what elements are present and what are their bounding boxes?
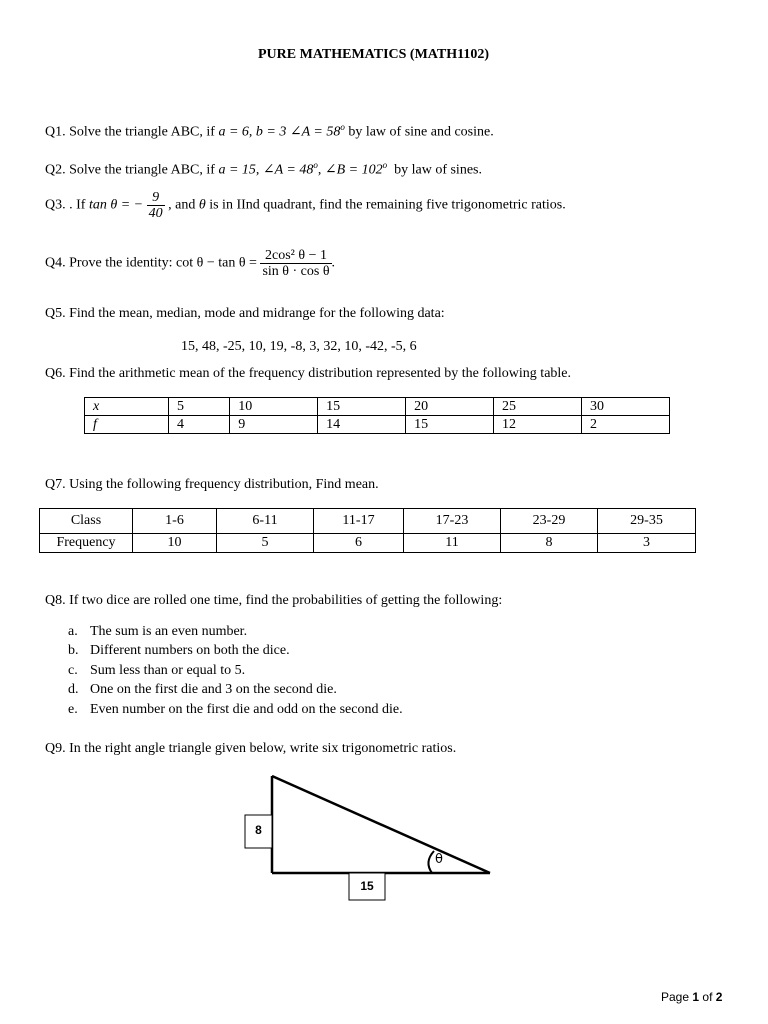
q4-denominator: sin θ · cos θ <box>262 264 330 279</box>
q6-x-cell: 5 <box>169 398 230 416</box>
q2-degree-b: o <box>382 160 388 170</box>
list-marker: c. <box>68 663 78 678</box>
q3-numerator: 9 <box>147 190 165 206</box>
q2-angle-a: ∠A = 48 <box>262 162 314 178</box>
list-item-text: One on the first die and 3 on the second die. <box>90 682 337 697</box>
q7-class-cell: 29-35 <box>598 509 696 534</box>
q7-frequency-cell: 8 <box>501 534 598 553</box>
q7-class-header: Class <box>40 509 133 534</box>
q2-a-equation: a = 15 <box>218 162 256 178</box>
height-label: 8 <box>255 823 262 837</box>
triangle-hypotenuse <box>272 776 490 873</box>
q6-x-cell: 30 <box>582 398 670 416</box>
q4-end: . <box>331 255 336 271</box>
triangle-figure <box>272 776 490 873</box>
question-1: Q1. Solve the triangle ABC, if a = 6, b = 3 ∠A = $58^o$ by law of sine and cosine. <box>45 122 494 140</box>
current-page: 1 <box>692 990 700 1004</box>
list-marker: b. <box>68 643 79 658</box>
q2-tail: by law of sines. <box>394 162 482 178</box>
q7-class-cell: 23-29 <box>501 509 598 534</box>
question-8: Q8. If two dice are rolled one time, find the probabilities of getting the following: <box>45 593 503 608</box>
q6-x-cell: 10 <box>230 398 318 416</box>
q4-lhs: cot θ − tan θ = <box>176 255 257 271</box>
q2-degree-a: o <box>313 160 318 170</box>
angle-arc <box>428 851 434 873</box>
list-item-text: The sum is an even number. <box>90 624 248 639</box>
q1-b-equation: b = 3 <box>255 124 287 140</box>
q6-f-header: f <box>85 416 169 434</box>
list-item-text: Sum less than or equal to 5. <box>90 663 246 678</box>
page-number <box>661 990 722 1004</box>
q7-frequency-cell: 11 <box>404 534 501 553</box>
q3-expression: tan θ = − <box>88 197 144 213</box>
q3-theta: θ <box>198 197 206 213</box>
total-pages: 2 <box>715 990 723 1004</box>
page-word: Page <box>661 990 690 1004</box>
q6-x-cell: 15 <box>318 398 406 416</box>
list-item-text: Even number on the first die and odd on the second die. <box>90 702 403 717</box>
q6-f-cell: 15 <box>406 416 494 434</box>
q4-numerator: 2cos² θ − 1 <box>260 248 331 264</box>
q3-tail-pre: , and <box>168 197 196 213</box>
q7-frequency-cell: 6 <box>314 534 404 553</box>
of-word: of <box>702 990 713 1004</box>
q1-a-equation: a = 6 <box>218 124 249 140</box>
q7-frequency-header: Frequency <box>40 534 133 553</box>
list-marker: e. <box>68 702 78 717</box>
list-marker: d. <box>68 682 79 697</box>
q1-angle: ∠A = 58 <box>289 124 341 140</box>
theta-label: θ <box>435 852 443 867</box>
q6-x-header: x <box>85 398 169 416</box>
q7-frequency-cell: 5 <box>217 534 314 553</box>
q6-f-cell: 14 <box>318 416 406 434</box>
q1-degree: o <box>340 122 345 132</box>
list-item-text: Different numbers on both the dice. <box>90 643 290 658</box>
q5-data-values: 15, 48, -25, 10, 19, -8, 3, 32, 10, -42, -5, 6 <box>181 339 417 354</box>
q6-x-cell: 20 <box>406 398 494 416</box>
question-6: Q6. Find the arithmetic mean of the frequency distribution represented by the following table. <box>45 366 572 381</box>
question-5: Q5. Find the mean, median, mode and midrange for the following data: <box>45 306 445 321</box>
q2-lead: Q2. Solve the triangle ABC, if <box>45 162 215 178</box>
q2-angle-b: ∠B = 102 <box>324 162 383 178</box>
q6-f-cell: 2 <box>582 416 670 434</box>
question-2: Q2. Solve the triangle ABC, if a = 15, ∠A = $48^o$, ∠B = $102^o$ by law of sines. <box>45 160 482 178</box>
question-9: Q9. In the right angle triangle given below, write six trigonometric ratios. <box>45 741 457 756</box>
q3-tail: is in IInd quadrant, find the remaining five trigonometric ratios. <box>209 197 566 213</box>
q3-lead: Q3. . If <box>45 197 86 213</box>
q7-class-cell: 17-23 <box>404 509 501 534</box>
list-marker: a. <box>68 624 78 639</box>
q3-denominator: 40 <box>148 206 163 221</box>
q6-f-cell: 9 <box>230 416 318 434</box>
base-label: 15 <box>360 879 374 893</box>
q7-frequency-cell: 10 <box>133 534 217 553</box>
q4-lead: Q4. Prove the identity: <box>45 255 173 271</box>
q6-f-cell: 4 <box>169 416 230 434</box>
q1-tail: by law of sine and cosine. <box>348 124 494 140</box>
page-title: PURE MATHEMATICS (MATH1102) <box>258 47 489 62</box>
q7-class-cell: 1-6 <box>133 509 217 534</box>
question-7: Q7. Using the following frequency distribution, Find mean. <box>45 477 379 492</box>
q7-class-cell: 6-11 <box>217 509 314 534</box>
q6-f-cell: 12 <box>494 416 582 434</box>
q7-frequency-cell: 3 <box>598 534 696 553</box>
q1-lead: Q1. Solve the triangle ABC, if <box>45 124 215 140</box>
q7-class-cell: 11-17 <box>314 509 404 534</box>
q6-x-cell: 25 <box>494 398 582 416</box>
